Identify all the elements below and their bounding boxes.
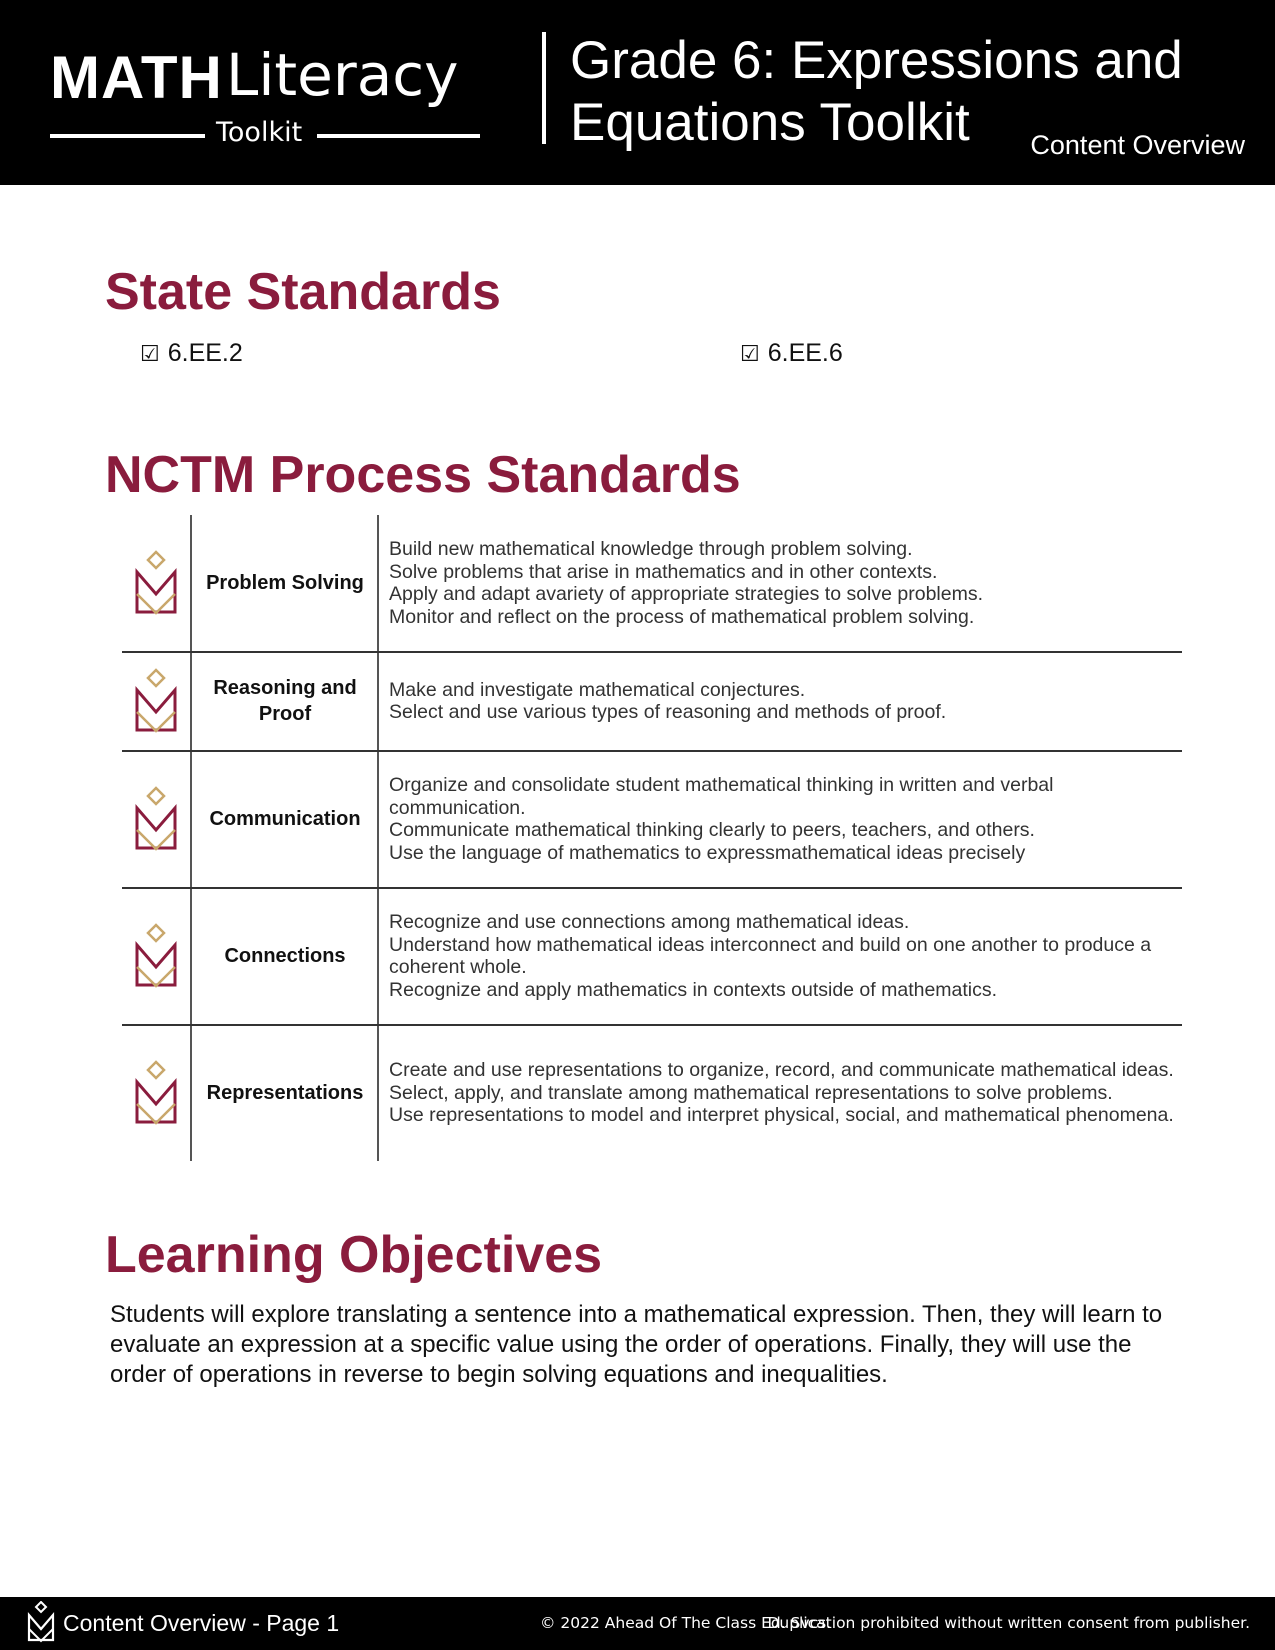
learning-objectives-text: Students will explore translating a sentence into a mathematical expression. Then, they will learn to evaluate an expression at a specific value using the order of operations. Finally, they will use the order of operations in reverse to begin solving equations and inequalities.: [110, 1301, 1163, 1388]
logo-toolkit-text: Toolkit: [216, 117, 303, 148]
checkbox-icon: ☑: [740, 341, 760, 366]
table-row: [122, 751, 1182, 887]
page-footer: [0, 1597, 1275, 1650]
standard-name: Connections: [224, 945, 346, 967]
logo-literacy-text: Literacy: [226, 41, 459, 109]
table-row: [122, 888, 1182, 1024]
standard-name: Reasoning and Proof: [213, 677, 357, 725]
math-literacy-m-icon: [122, 751, 190, 887]
standard-description: Recognize and use connections among mathematical ideas. Understand how mathematical ideas interconnect and build on one another to produce a coherent whole. Recognize and apply mathematics in contexts outside of mathematics.: [389, 911, 1152, 1001]
math-literacy-m-icon: [122, 1025, 190, 1161]
standard-description: Create and use representations to organize, record, and communicate mathematical ideas. Select, apply, and translate among mathematical representations to solve problems. Use representations to model and interpret physical, social, and mathematical phenomena.: [389, 1059, 1174, 1127]
nctm-heading: NCTM Process Standards: [105, 446, 741, 504]
standard-label: 6.EE.6: [767, 339, 843, 367]
footer-page-label: Content Overview - Page 1: [63, 1610, 340, 1636]
standard-name: Representations: [206, 1082, 364, 1104]
standard-description: Build new mathematical knowledge through problem solving. Solve problems that arise in mathematics and in other contexts. Apply and adapt avariety of appropriate strategies to solve problems. Monitor and reflect on the process of mathematical problem solving.: [389, 538, 984, 628]
page-subtitle: Content Overview: [1030, 130, 1245, 160]
header-divider: [542, 32, 546, 144]
table-row: [122, 652, 1182, 750]
page-title: Grade 6: Expressions and Equations Toolkit: [570, 31, 1183, 152]
page-header: [0, 0, 1275, 185]
table-row: [122, 515, 1182, 651]
standard-description: Make and investigate mathematical conjectures. Select and use various types of reasoning and methods of proof.: [389, 678, 947, 723]
math-literacy-m-icon: [122, 888, 190, 1024]
math-literacy-logo: [50, 40, 480, 150]
footer-copyright: © 2022 Ahead Of The Class Ed. Svcs.: [540, 1614, 832, 1632]
standard-name: Problem Solving: [206, 572, 364, 594]
logo-math-text: MATH: [50, 44, 223, 111]
logo-rule-right: [317, 134, 480, 138]
standard-label: 6.EE.2: [167, 339, 243, 367]
footer-logo-icon: [26, 1601, 56, 1648]
standard-description: Organize and consolidate student mathematical thinking in written and verbal communication. Communicate mathematical thinking clearly to peers, teachers, and others. Use the language of mathematics to expressmathematical ideas precisely: [389, 774, 1054, 864]
math-literacy-m-icon: [122, 652, 190, 750]
math-literacy-m-icon: [122, 515, 190, 651]
logo-rule-left: [50, 134, 205, 138]
learning-objectives-heading: Learning Objectives: [105, 1226, 603, 1284]
footer-duplication-notice: Duplication prohibited without written consent from publisher.: [767, 1614, 1250, 1632]
standard-name: Communication: [209, 808, 361, 830]
table-row: [122, 1025, 1182, 1161]
checkbox-icon: ☑: [140, 341, 160, 366]
nctm-standards-table: [122, 515, 1182, 1161]
standard-item: [740, 338, 843, 369]
standard-item: [140, 338, 243, 369]
state-standards-heading: State Standards: [105, 263, 501, 321]
